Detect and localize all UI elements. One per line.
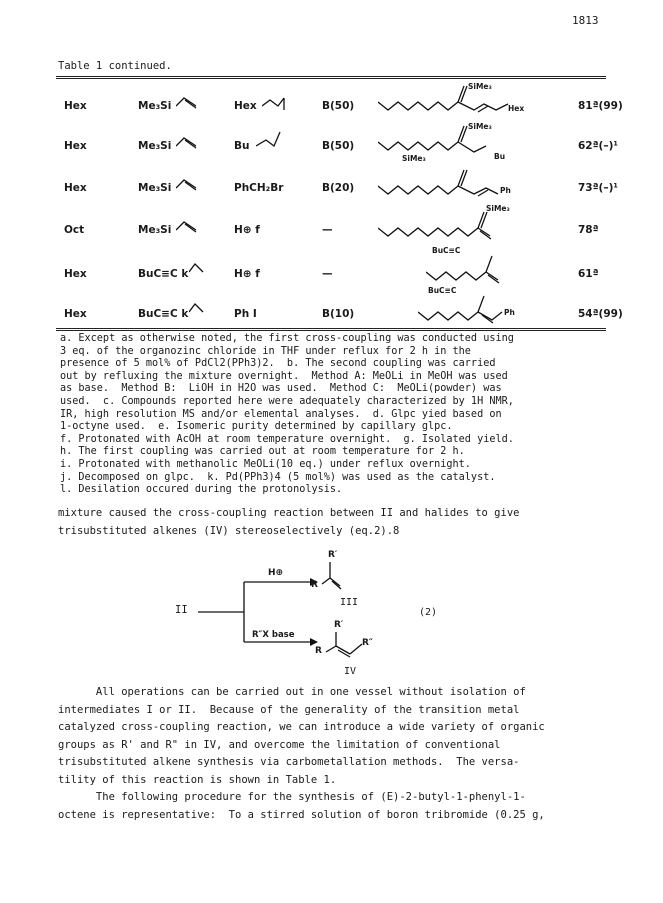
table-row — [56, 248, 616, 288]
conditions: B(10) — [322, 308, 355, 320]
footnote-line: out by refluxing the mixture overnight. Method A: MeOLi in MeOH was used — [60, 370, 508, 382]
yield: 78ª — [578, 224, 599, 236]
table-row — [56, 120, 616, 160]
reagent2: Ph I — [234, 308, 257, 320]
conditions: — — [322, 268, 333, 280]
table-footnotes — [60, 333, 608, 497]
text-line: trisubstituted alkenes (IV) stereoselectively (eq.2).8 — [58, 524, 400, 537]
product-label: SiMe₃ — [468, 122, 492, 131]
reagent1: Me₃Si — [138, 224, 172, 236]
product-structure — [378, 206, 538, 242]
text-line: tility of this reaction is shown in Table 1. — [58, 773, 337, 786]
product-label: BuC≡C — [428, 286, 457, 295]
r-label: R — [311, 580, 318, 590]
text-line: intermediates I or II. Because of the generality of the transition metal — [58, 703, 520, 716]
scheme-start: II — [175, 604, 188, 616]
r-group: Hex — [64, 140, 87, 152]
r-prime-label: R′ — [328, 550, 338, 560]
reagent1: Me₃Si — [138, 140, 172, 152]
product-structure — [426, 250, 526, 286]
reagent1: BuC≡C k — [138, 268, 189, 280]
product-III-structure — [312, 556, 362, 592]
table-row — [56, 80, 623, 120]
text-line: The following procedure for the synthesis of (E)-2-butyl-1-phenyl-1- — [58, 791, 526, 803]
r-group: Hex — [64, 308, 87, 320]
yield: 73ª(–)¹ — [578, 182, 618, 194]
r-label: R — [315, 646, 322, 656]
vinyl-iodide-structure — [256, 128, 282, 150]
r-group: Hex — [64, 182, 87, 194]
footnote-line: i. Protonated with methanolic MeOLi(10 eq.) under reflux overnight. — [60, 458, 471, 470]
text-line: trisubstituted alkene synthesis via carbometallation methods. The versa- — [58, 756, 520, 768]
paragraph-1 — [58, 505, 618, 540]
footnote-line: f. Protonated with AcOH at room temperature overnight. g. Isolated yield. — [60, 433, 514, 445]
text-line: octene is representative: To a stirred solution of boron tribromide (0.25 g, — [58, 808, 545, 821]
footnote-line: a. Except as otherwise noted, the first cross-coupling was conducted using — [60, 333, 514, 344]
table-row — [56, 286, 623, 328]
footnote-line: presence of 5 mol% of PdCl2(PPh3)2. b. The second coupling was carried — [60, 358, 496, 370]
footnote-line: used. c. Compounds reported here were adequately characterized by 1H NMR, — [60, 395, 514, 407]
product-structure — [378, 164, 538, 200]
equation-number: (2) — [419, 607, 438, 618]
conditions: B(50) — [322, 100, 355, 112]
r-group: Oct — [64, 224, 85, 236]
footnote-line: l. Desilation occured during the protonolysis. — [60, 484, 343, 496]
reagent2: Hex — [234, 100, 257, 112]
reagent2: H⊕ f — [234, 268, 260, 280]
text-line: All operations can be carried out in one vessel without isolation of — [58, 686, 526, 698]
product-IV-label: IV — [344, 666, 357, 677]
vinyl-structure — [189, 300, 205, 318]
table-row — [56, 162, 616, 202]
yield: 54ª(99) — [578, 308, 623, 320]
scheme-arrows — [198, 570, 318, 656]
product-III-label: III — [340, 597, 359, 608]
product-label: SiMe₃ — [402, 154, 426, 163]
reagent2: Bu — [234, 140, 250, 152]
product-label: Ph — [504, 308, 515, 317]
table-row — [56, 204, 616, 244]
table-caption: Table 1 continued. — [58, 60, 172, 72]
table-bottom-rule-2 — [56, 330, 606, 331]
product-label: Hex — [508, 104, 525, 113]
conditions: — — [322, 224, 333, 236]
footnote-line: 3 eq. of the organozinc chloride in THF under reflux for 2 h in the — [60, 345, 471, 357]
conditions: B(20) — [322, 182, 355, 194]
conditions: B(50) — [322, 140, 355, 152]
reagent1: BuC≡C k — [138, 308, 189, 320]
r-prime-label: R′ — [334, 620, 344, 630]
vinyl-structure — [189, 260, 205, 278]
vinyl-iodide-structure — [262, 94, 288, 112]
reagent2: H⊕ f — [234, 224, 260, 236]
vinyl-structure — [176, 218, 202, 234]
product-label: SiMe₃ — [486, 204, 510, 213]
reagent1: Me₃Si — [138, 182, 172, 194]
footnote-line: IR, high resolution MS and/or elemental analyses. d. Glpc yied based on — [60, 408, 502, 420]
text-line: catalyzed cross-coupling reaction, we can introduce a wide variety of organic — [58, 721, 545, 733]
text-line: groups as R' and R" in IV, and overcome the limitation of conventional — [58, 738, 501, 751]
product-label: SiMe₃ — [468, 82, 492, 91]
r-group: Hex — [64, 100, 87, 112]
footnote-line: 1-octyne used. e. Isomeric purity determined by capillary glpc. — [60, 421, 453, 433]
table-top-rule — [56, 76, 606, 77]
vinyl-structure — [176, 176, 202, 192]
bottom-reagent: R″X base — [252, 630, 295, 640]
reagent1: Me₃Si — [138, 100, 172, 112]
vinyl-structure — [176, 94, 202, 110]
vinyl-structure — [176, 134, 202, 150]
yield: 81ª(99) — [578, 100, 623, 112]
reagent2: PhCH₂Br — [234, 182, 284, 194]
table-bottom-rule — [56, 328, 606, 329]
footnote-line: h. The first coupling was carried out at room temperature for 2 h. — [60, 446, 465, 458]
product-label: Bu — [494, 152, 506, 161]
top-reagent: H⊕ — [268, 568, 284, 578]
page-number: 1813 — [572, 14, 599, 27]
yield: 61ª — [578, 268, 599, 280]
table-top-rule-2 — [56, 78, 606, 79]
yield: 62ª(–)¹ — [578, 140, 618, 152]
product-label: Ph — [500, 186, 511, 195]
footnote-line: as base. Method B: LiOH in H2O was used. Method C: MeOLi(powder) was — [60, 383, 502, 395]
paragraph-2 — [58, 684, 618, 824]
r-double-prime-label: R″ — [362, 638, 373, 648]
product-label: BuC≡C — [432, 246, 461, 255]
r-group: Hex — [64, 268, 87, 280]
text-line: mixture caused the cross-coupling reaction between II and halides to give — [58, 507, 520, 519]
footnote-line: j. Decomposed on glpc. k. Pd(PPh3)4 (5 mol%) was used as the catalyst. — [60, 471, 496, 483]
